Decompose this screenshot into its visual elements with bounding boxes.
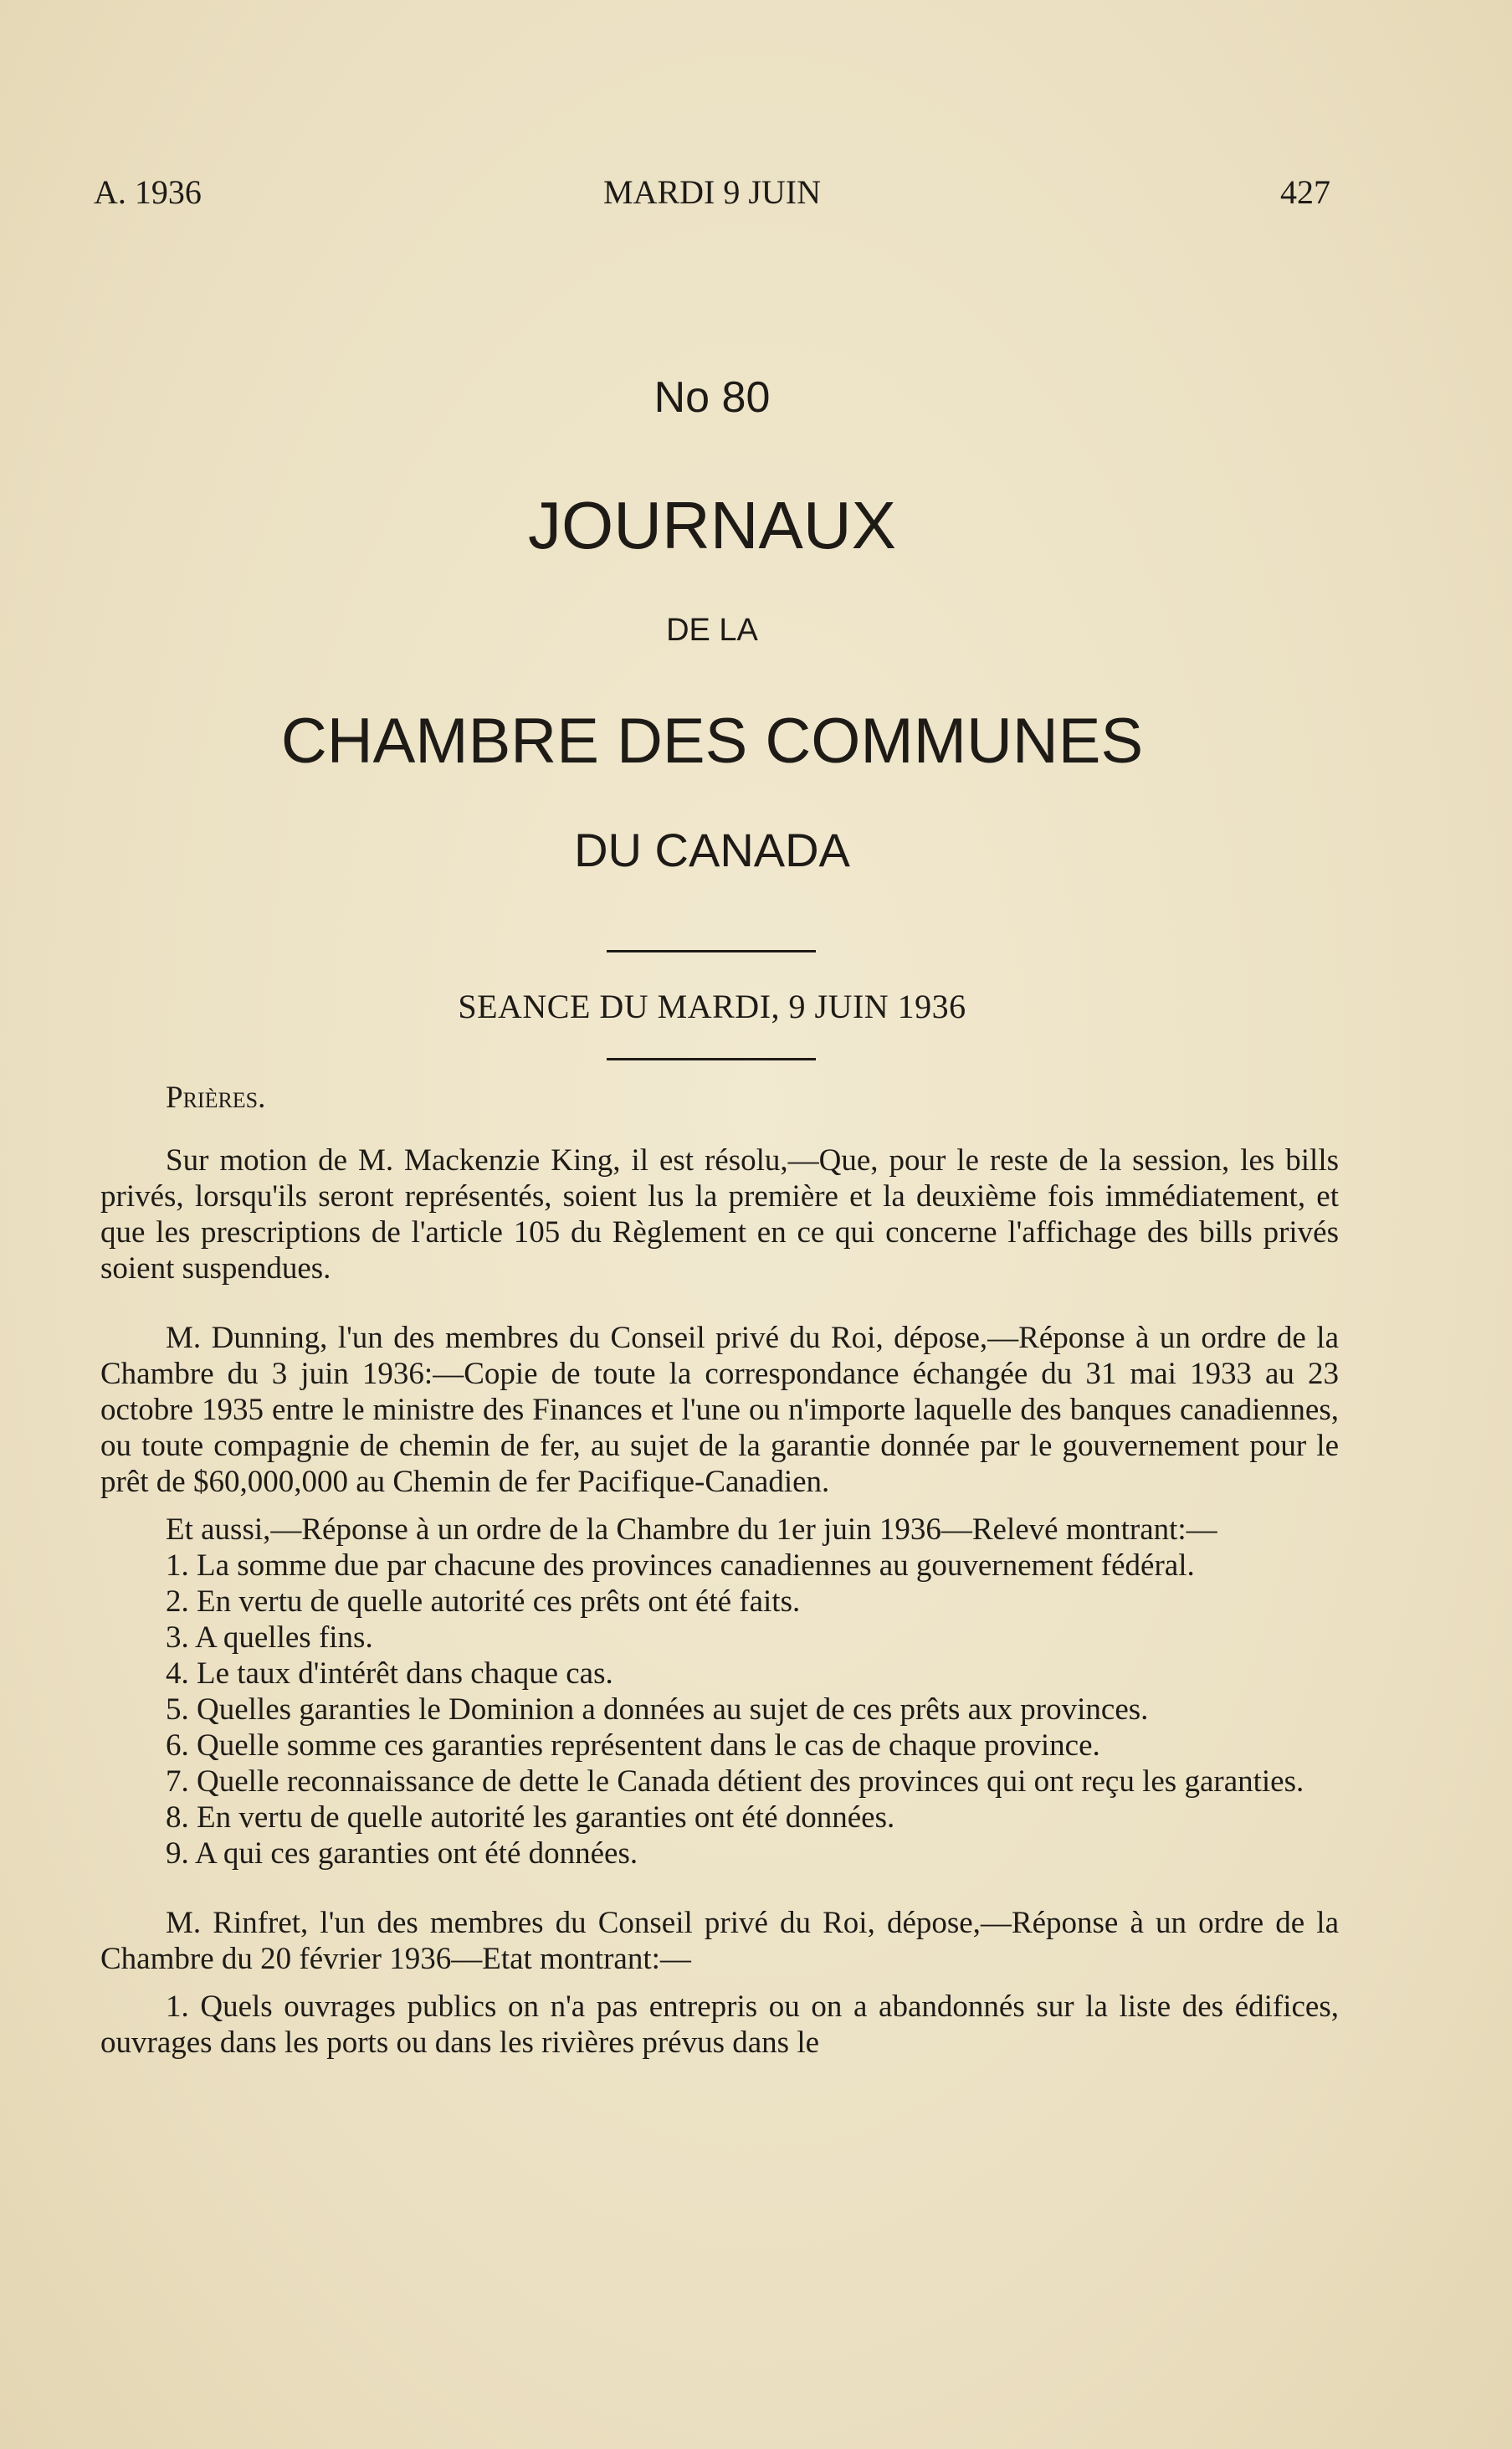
list-item: 1. La somme due par chacune des provinces canadiennes au gouvernement fédéral. [166, 1548, 1195, 1583]
journal-title: JOURNAUX [527, 488, 897, 562]
return-items-list [100, 1548, 1339, 1871]
list-item: 6. Quelle somme ces garanties représentent dans le cas de chaque province. [166, 1728, 1100, 1763]
page-number: 427 [1280, 173, 1330, 211]
motion-paragraph: Sur motion de M. Mackenzie King, il est résolu,—Que, pour le reste de la session, les bills privés, lorsqu'ils seront représentés, soient lus la première et la deuxième fois immédiatement, et que les prescriptions de l'article 105 du Règlement en ce qui concerne l'affichage des bills privés soient suspendues. [100, 1143, 1339, 1286]
list-item: 7. Quelle reconnaissance de dette le Canada détient des provinces qui ont reçu les garanties. [166, 1764, 1304, 1799]
running-head-date: MARDI 9 JUIN [603, 173, 821, 211]
sitting-heading: SEANCE DU MARDI, 9 JUIN 1936 [458, 988, 966, 1025]
journal-title-connector: DE LA [666, 613, 758, 648]
running-head [94, 172, 1330, 213]
country-title: DU CANADA [574, 824, 850, 876]
chamber-title: CHAMBRE DES COMMUNES [280, 706, 1144, 777]
list-item: 5. Quelles garanties le Dominion a données au sujet de ces prêts aux provinces. [166, 1692, 1149, 1727]
list-item: 2. En vertu de quelle autorité ces prêts ont été faits. [166, 1584, 801, 1619]
second-return-paragraph: Et aussi,—Réponse à un ordre de la Chambre du 1er juin 1936—Relevé montrant:— [166, 1512, 1217, 1547]
prayers-heading: Prières. [166, 1081, 266, 1115]
list-item: 3. A quelles fins. [166, 1620, 373, 1655]
title-rule-bottom [607, 1058, 816, 1060]
dunning-return-paragraph: M. Dunning, l'un des membres du Conseil privé du Roi, dépose,—Réponse à un ordre de la Chambre du 3 juin 1936:—Copie de toute la correspondance échangée du 31 mai 1933 au 23 octobre 1935 entre le ministre des Finances et l'une ou n'importe laquelle des banques canadiennes, ou toute compagnie de chemin de fer, au sujet de la garantie donnée par le gouvernement pour le prêt de $60,000,000 au Chemin de fer Pacifique-Canadien. [100, 1321, 1339, 1499]
journal-body [100, 1080, 1339, 2061]
public-works-item: 1. Quels ouvrages publics on n'a pas entrepris ou on a abandonnés sur la liste des édifices, ouvrages dans les ports ou dans les rivières prévus dans le [100, 1989, 1339, 2060]
list-item: 4. Le taux d'intérêt dans chaque cas. [166, 1656, 613, 1691]
journal-number: No 80 [653, 373, 771, 422]
list-item: 8. En vertu de quelle autorité les garanties ont été données. [166, 1800, 895, 1835]
title-rule-top [607, 950, 816, 952]
list-item: 9. A qui ces garanties ont été données. [166, 1836, 638, 1871]
running-head-year: A. 1936 [94, 173, 202, 211]
rinfret-return-paragraph: M. Rinfret, l'un des membres du Conseil privé du Roi, dépose,—Réponse à un ordre de la Chambre du 20 février 1936—Etat montrant:— [100, 1906, 1339, 1976]
